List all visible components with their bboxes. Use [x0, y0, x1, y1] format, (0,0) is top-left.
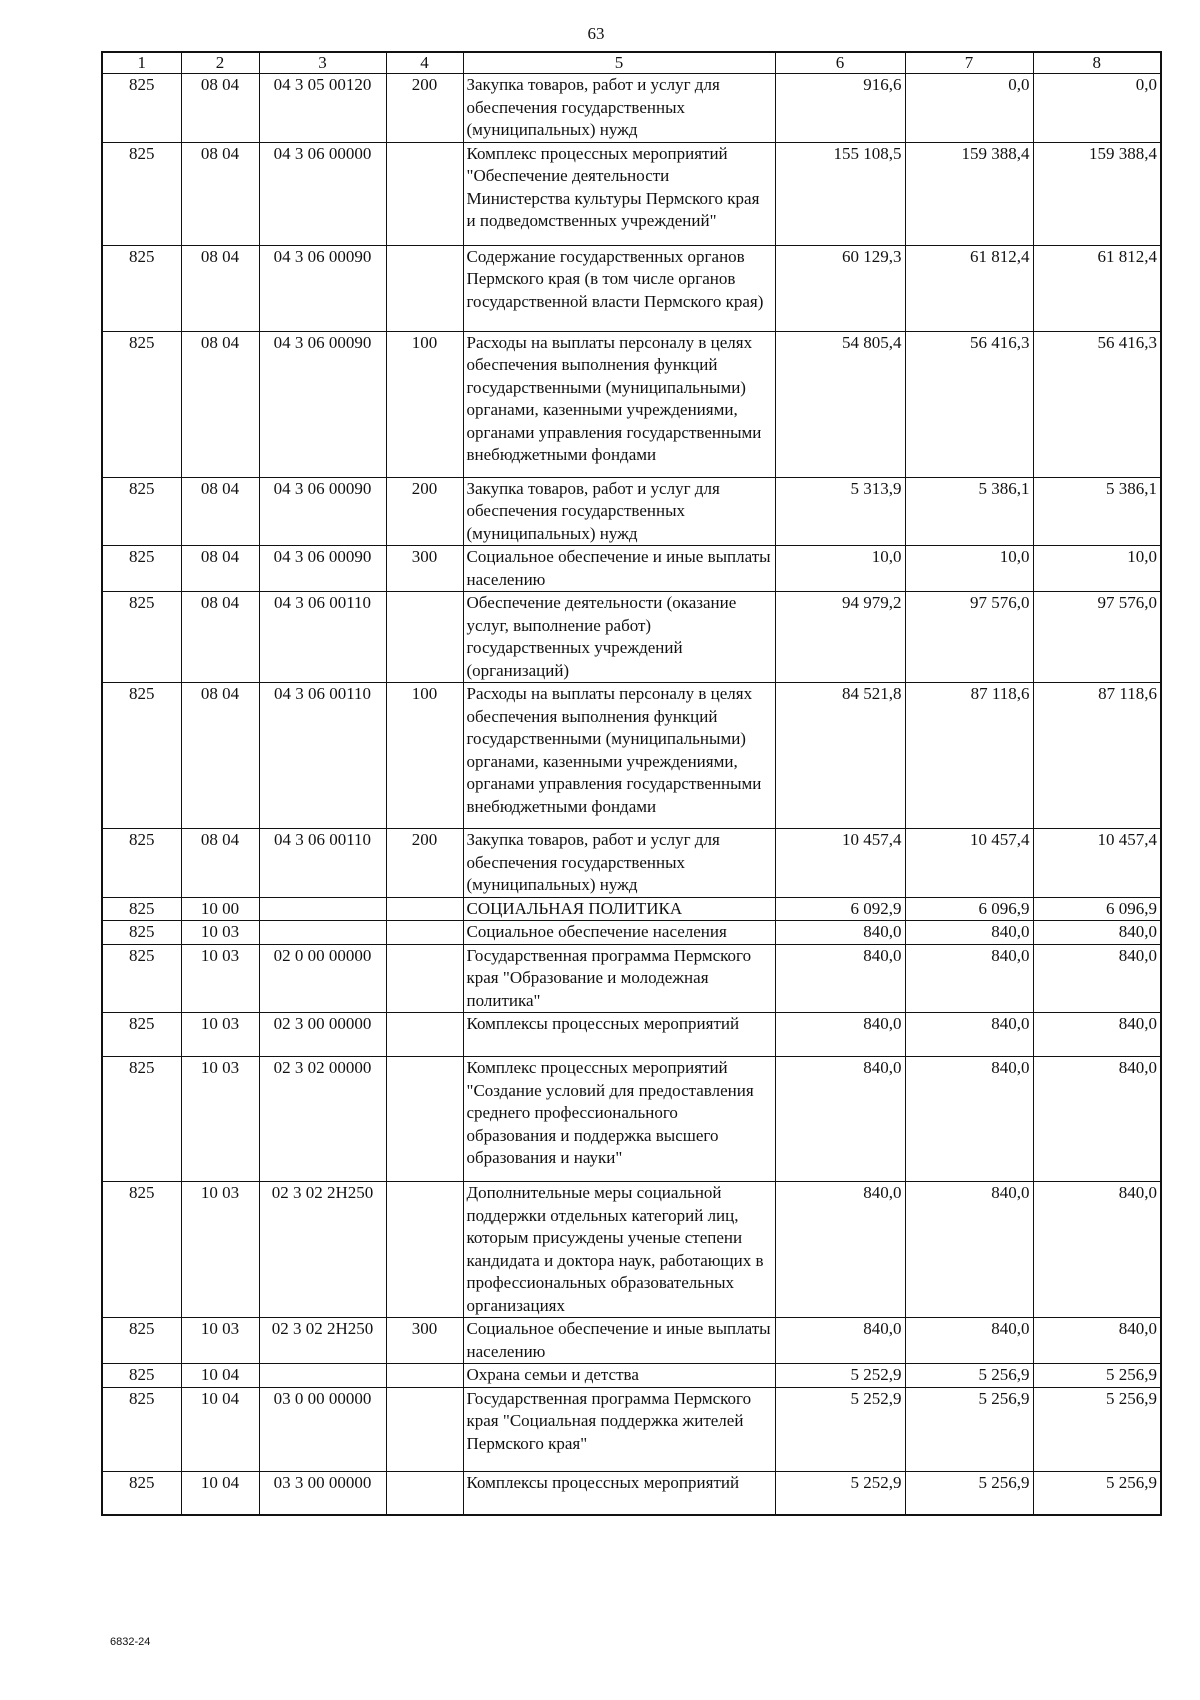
table-cell: 60 129,3: [775, 245, 905, 331]
table-cell: 10 00: [181, 897, 259, 921]
table-cell: [386, 1182, 463, 1318]
table-cell: 825: [102, 1364, 181, 1388]
table-cell: 825: [102, 1387, 181, 1471]
table-cell: 159 388,4: [905, 142, 1033, 245]
table-cell: 840,0: [1033, 921, 1161, 945]
table-cell: 10 03: [181, 1318, 259, 1364]
table-row: [102, 1057, 1161, 1182]
table-cell: 04 3 06 00110: [259, 829, 386, 898]
table-cell: 825: [102, 829, 181, 898]
table-cell: 08 04: [181, 74, 259, 143]
table-cell: 840,0: [1033, 1182, 1161, 1318]
table-cell: Комплекс процессных мероприятий "Создание условий для предоставления среднего профессионального образования и поддержка высшего образования и науки": [463, 1057, 775, 1182]
table-row: [102, 245, 1161, 331]
table-cell: 840,0: [775, 1013, 905, 1057]
table-cell: 5 386,1: [1033, 477, 1161, 546]
table-cell: 200: [386, 477, 463, 546]
table-cell: [386, 1364, 463, 1388]
table-cell: 0,0: [1033, 74, 1161, 143]
table-cell: 5 252,9: [775, 1364, 905, 1388]
table-cell: 10 04: [181, 1387, 259, 1471]
table-cell: Социальное обеспечение и иные выплаты населению: [463, 1318, 775, 1364]
table-row: [102, 142, 1161, 245]
table-cell: [386, 944, 463, 1013]
table-cell: 825: [102, 245, 181, 331]
table-cell: 10 457,4: [775, 829, 905, 898]
table-cell: 03 3 00 00000: [259, 1471, 386, 1515]
table-cell: 100: [386, 683, 463, 829]
table-cell: 08 04: [181, 683, 259, 829]
table-cell: 300: [386, 1318, 463, 1364]
table-cell: 825: [102, 1182, 181, 1318]
table-cell: 6 092,9: [775, 897, 905, 921]
table-row: [102, 897, 1161, 921]
table-cell: 02 3 00 00000: [259, 1013, 386, 1057]
table-cell: Закупка товаров, работ и услуг для обеспечения государственных (муниципальных) нужд: [463, 477, 775, 546]
table-cell: 5 252,9: [775, 1387, 905, 1471]
column-header: 6: [775, 52, 905, 74]
table-cell: [386, 1471, 463, 1515]
table-cell: 10 03: [181, 921, 259, 945]
table-row: [102, 1387, 1161, 1471]
table-row: [102, 683, 1161, 829]
table-cell: [386, 142, 463, 245]
budget-table: [101, 51, 1162, 1516]
table-cell: 825: [102, 897, 181, 921]
table-row: [102, 921, 1161, 945]
table-cell: 5 256,9: [1033, 1364, 1161, 1388]
table-cell: 08 04: [181, 592, 259, 683]
table-cell: Комплексы процессных мероприятий: [463, 1471, 775, 1515]
table-cell: 840,0: [905, 1013, 1033, 1057]
table-cell: 04 3 06 00110: [259, 592, 386, 683]
table-cell: 10 03: [181, 944, 259, 1013]
column-header: 5: [463, 52, 775, 74]
table-cell: [386, 1057, 463, 1182]
column-header: 4: [386, 52, 463, 74]
table-cell: 04 3 06 00090: [259, 477, 386, 546]
table-cell: 10 03: [181, 1182, 259, 1318]
table-cell: 840,0: [775, 1318, 905, 1364]
table-row: [102, 592, 1161, 683]
table-cell: 840,0: [775, 921, 905, 945]
table-row: [102, 331, 1161, 477]
table-row: [102, 1013, 1161, 1057]
table-cell: 825: [102, 1471, 181, 1515]
column-header: 1: [102, 52, 181, 74]
table-cell: 5 252,9: [775, 1471, 905, 1515]
table-cell: 94 979,2: [775, 592, 905, 683]
table-cell: 5 256,9: [1033, 1471, 1161, 1515]
table-cell: Комплекс процессных мероприятий "Обеспечение деятельности Министерства культуры Пермского края и подведомственных учреждений": [463, 142, 775, 245]
table-cell: 02 3 02 2Н250: [259, 1182, 386, 1318]
table-cell: 825: [102, 592, 181, 683]
table-row: [102, 944, 1161, 1013]
table-cell: 6 096,9: [1033, 897, 1161, 921]
table-cell: 840,0: [905, 1057, 1033, 1182]
table-cell: 200: [386, 74, 463, 143]
table-cell: Дополнительные меры социальной поддержки отдельных категорий лиц, которым присуждены ученые степени кандидата и доктора наук, работающих в профессиональных образовательных организациях: [463, 1182, 775, 1318]
table-header-row: [102, 52, 1161, 74]
table-cell: 200: [386, 829, 463, 898]
table-cell: 08 04: [181, 331, 259, 477]
table-cell: 08 04: [181, 546, 259, 592]
table-cell: 825: [102, 142, 181, 245]
table-cell: 5 256,9: [905, 1471, 1033, 1515]
table-cell: 840,0: [775, 944, 905, 1013]
table-cell: 10 04: [181, 1471, 259, 1515]
table-row: [102, 477, 1161, 546]
table-cell: 825: [102, 331, 181, 477]
table-cell: 916,6: [775, 74, 905, 143]
table-cell: 840,0: [905, 1182, 1033, 1318]
table-cell: 825: [102, 683, 181, 829]
table-cell: Государственная программа Пермского края "Образование и молодежная политика": [463, 944, 775, 1013]
table-cell: 825: [102, 944, 181, 1013]
table-cell: 825: [102, 74, 181, 143]
table-cell: 10 04: [181, 1364, 259, 1388]
table-cell: Социальное обеспечение и иные выплаты населению: [463, 546, 775, 592]
table-cell: 825: [102, 546, 181, 592]
table-cell: 10,0: [775, 546, 905, 592]
table-cell: Содержание государственных органов Пермского края (в том числе органов государственной власти Пермского края): [463, 245, 775, 331]
table-cell: [259, 921, 386, 945]
page-number: 63: [587, 24, 605, 43]
table-cell: 5 256,9: [1033, 1387, 1161, 1471]
table-cell: 840,0: [775, 1182, 905, 1318]
table-cell: 5 256,9: [905, 1364, 1033, 1388]
table-cell: 02 0 00 00000: [259, 944, 386, 1013]
document-code: 6832-24: [110, 1636, 151, 1648]
table-row: [102, 1182, 1161, 1318]
table-cell: 5 386,1: [905, 477, 1033, 546]
table-cell: 84 521,8: [775, 683, 905, 829]
table-cell: 08 04: [181, 142, 259, 245]
table-cell: Комплексы процессных мероприятий: [463, 1013, 775, 1057]
table-row: [102, 1318, 1161, 1364]
table-cell: 825: [102, 1057, 181, 1182]
column-header: 8: [1033, 52, 1161, 74]
table-cell: 08 04: [181, 477, 259, 546]
table-cell: [386, 1013, 463, 1057]
table-cell: 840,0: [1033, 1013, 1161, 1057]
table-cell: 03 0 00 00000: [259, 1387, 386, 1471]
table-cell: 10,0: [905, 546, 1033, 592]
table-row: [102, 74, 1161, 143]
table-cell: [259, 897, 386, 921]
table-cell: Закупка товаров, работ и услуг для обеспечения государственных (муниципальных) нужд: [463, 74, 775, 143]
table-cell: 10 03: [181, 1057, 259, 1182]
table-cell: 04 3 06 00090: [259, 331, 386, 477]
table-cell: 825: [102, 477, 181, 546]
table-cell: 87 118,6: [905, 683, 1033, 829]
table-cell: 840,0: [905, 944, 1033, 1013]
table-cell: 87 118,6: [1033, 683, 1161, 829]
column-header: 2: [181, 52, 259, 74]
table-row: [102, 1471, 1161, 1515]
table-cell: 840,0: [1033, 1057, 1161, 1182]
table-cell: 56 416,3: [905, 331, 1033, 477]
table-cell: Обеспечение деятельности (оказание услуг, выполнение работ) государственных учреждений (организаций): [463, 592, 775, 683]
table-cell: 840,0: [775, 1057, 905, 1182]
table-cell: 100: [386, 331, 463, 477]
table-cell: СОЦИАЛЬНАЯ ПОЛИТИКА: [463, 897, 775, 921]
table-cell: 02 3 02 00000: [259, 1057, 386, 1182]
table-cell: 825: [102, 1318, 181, 1364]
table-cell: Охрана семьи и детства: [463, 1364, 775, 1388]
table-cell: 825: [102, 921, 181, 945]
table-cell: 0,0: [905, 74, 1033, 143]
table-cell: 04 3 06 00000: [259, 142, 386, 245]
table-cell: 6 096,9: [905, 897, 1033, 921]
table-cell: 04 3 05 00120: [259, 74, 386, 143]
table-cell: 155 108,5: [775, 142, 905, 245]
table-cell: Социальное обеспечение населения: [463, 921, 775, 945]
table-cell: 97 576,0: [905, 592, 1033, 683]
table-cell: 04 3 06 00090: [259, 546, 386, 592]
table-cell: 825: [102, 1013, 181, 1057]
table-cell: 61 812,4: [905, 245, 1033, 331]
table-cell: 10 03: [181, 1013, 259, 1057]
table-cell: 840,0: [905, 921, 1033, 945]
column-header: 7: [905, 52, 1033, 74]
table-row: [102, 546, 1161, 592]
table-cell: 159 388,4: [1033, 142, 1161, 245]
table-cell: [386, 1387, 463, 1471]
table-cell: 08 04: [181, 829, 259, 898]
table-cell: Закупка товаров, работ и услуг для обеспечения государственных (муниципальных) нужд: [463, 829, 775, 898]
table-cell: [386, 921, 463, 945]
table-cell: 5 256,9: [905, 1387, 1033, 1471]
table-cell: [386, 245, 463, 331]
table-cell: 300: [386, 546, 463, 592]
table-cell: [386, 897, 463, 921]
table-row: [102, 1364, 1161, 1388]
table-cell: Государственная программа Пермского края "Социальная поддержка жителей Пермского края": [463, 1387, 775, 1471]
column-header: 3: [259, 52, 386, 74]
table-cell: 10,0: [1033, 546, 1161, 592]
table-cell: 97 576,0: [1033, 592, 1161, 683]
table-cell: 04 3 06 00090: [259, 245, 386, 331]
table-cell: 54 805,4: [775, 331, 905, 477]
table-cell: 04 3 06 00110: [259, 683, 386, 829]
table-cell: 10 457,4: [905, 829, 1033, 898]
table-cell: Расходы на выплаты персоналу в целях обеспечения выполнения функций государственными (муниципальными) органами, казенными учреждениями, органами управления государственными внебюджетными фондами: [463, 331, 775, 477]
table-cell: Расходы на выплаты персоналу в целях обеспечения выполнения функций государственными (муниципальными) органами, казенными учреждениями, органами управления государственными внебюджетными фондами: [463, 683, 775, 829]
table-cell: [259, 1364, 386, 1388]
table-cell: 08 04: [181, 245, 259, 331]
table-cell: 61 812,4: [1033, 245, 1161, 331]
table-cell: 5 313,9: [775, 477, 905, 546]
table-cell: 02 3 02 2Н250: [259, 1318, 386, 1364]
table-cell: [386, 592, 463, 683]
table-row: [102, 829, 1161, 898]
table-cell: 840,0: [1033, 944, 1161, 1013]
table-cell: 840,0: [1033, 1318, 1161, 1364]
table-cell: 10 457,4: [1033, 829, 1161, 898]
table-cell: 56 416,3: [1033, 331, 1161, 477]
table-cell: 840,0: [905, 1318, 1033, 1364]
